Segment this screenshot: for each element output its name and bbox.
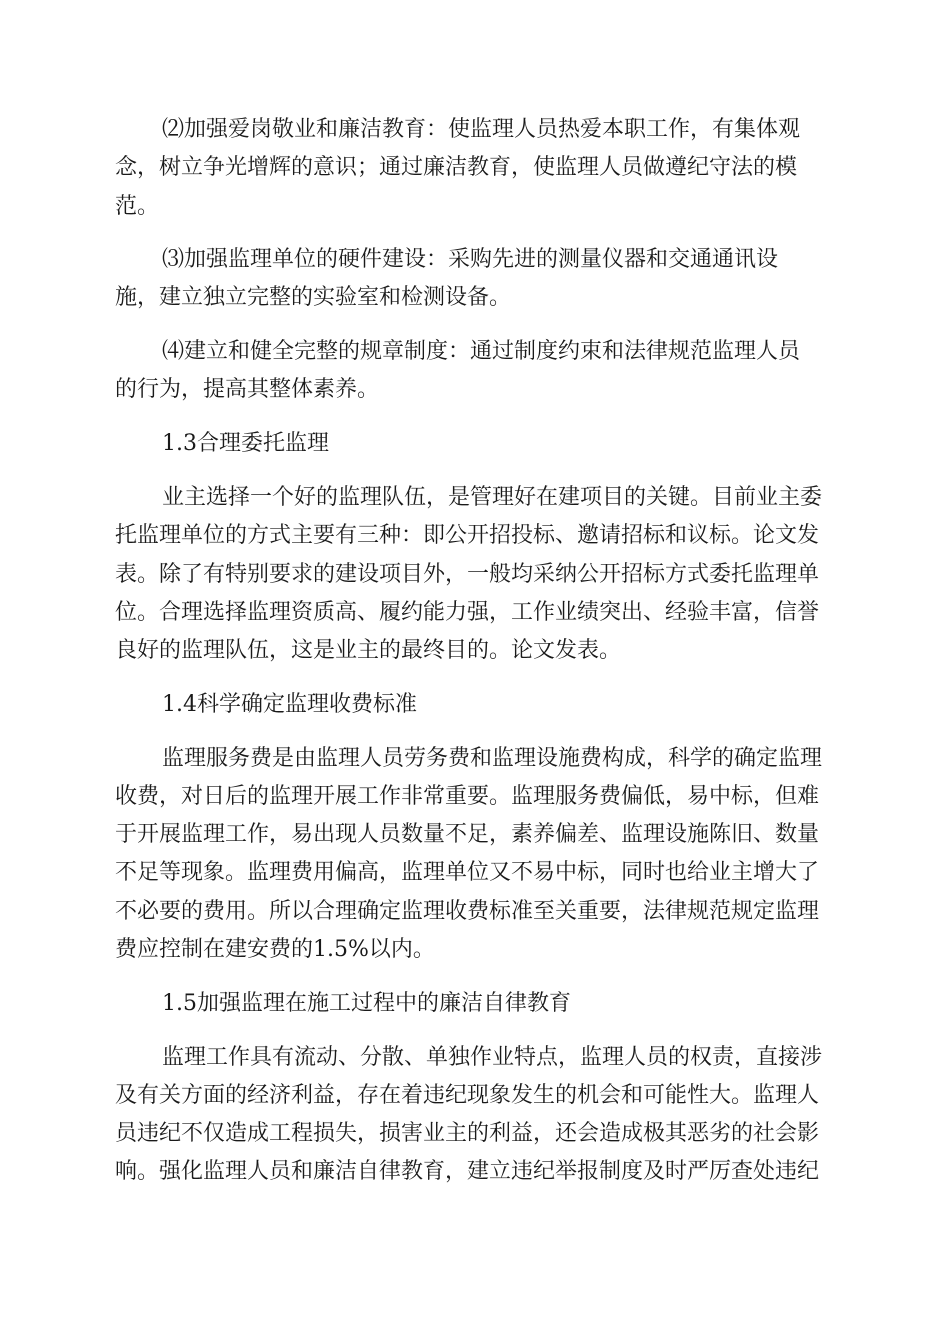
paragraph-line: 收费，对日后的监理开展工作非常重要。监理服务费偏低，易中标，但难 — [115, 784, 820, 809]
paragraph-line: 监理工作具有流动、分散、单独作业特点，监理人员的权责，直接涉 — [162, 1045, 823, 1070]
paragraph-line: 员违纪不仅造成工程损失，损害业主的利益，还会造成极其恶劣的社会影 — [115, 1121, 820, 1146]
section-heading-1-4: 1.4科学确定监理收费标准 — [162, 692, 417, 717]
paragraph-line: 施，建立独立完整的实验室和检测设备。 — [115, 285, 512, 310]
section-heading-1-5: 1.5加强监理在施工过程中的廉洁自律教育 — [162, 991, 571, 1016]
paragraph-line: 业主选择一个好的监理队伍，是管理好在建项目的关键。目前业主委 — [162, 485, 823, 510]
paragraph-line: 监理服务费是由监理人员劳务费和监理设施费构成，科学的确定监理 — [162, 746, 823, 771]
paragraph-line: 不足等现象。监理费用偏高，监理单位又不易中标，同时也给业主增大了 — [115, 860, 820, 885]
paragraph-line: 表。除了有特别要求的建设项目外，一般均采纳公开招标方式委托监理单 — [115, 562, 820, 587]
paragraph-line: 费应控制在建安费的1.5%以内。 — [115, 937, 435, 962]
paragraph-line: 的行为，提高其整体素养。 — [115, 377, 380, 402]
paragraph-line: 及有关方面的经济利益，存在着违纪现象发生的机会和可能性大。监理人 — [115, 1083, 820, 1108]
paragraph-line: ⑷建立和健全完整的规章制度：通过制度约束和法律规范监理人员 — [162, 339, 801, 364]
paragraph-line: ⑵加强爱岗敬业和廉洁教育：使监理人员热爱本职工作，有集体观 — [162, 117, 801, 142]
paragraph-line: 良好的监理队伍，这是业主的最终目的。论文发表。 — [115, 638, 622, 663]
paragraph-line: 范。 — [115, 194, 160, 219]
paragraph-line: ⑶加强监理单位的硬件建设：采购先进的测量仪器和交通通讯设 — [162, 247, 779, 272]
section-heading-1-3: 1.3合理委托监理 — [162, 431, 329, 456]
paragraph-line: 响。强化监理人员和廉洁自律教育，建立违纪举报制度及时严厉查处违纪 — [115, 1159, 820, 1184]
paragraph-line: 位。合理选择监理资质高、履约能力强，工作业绩突出、经验丰富，信誉 — [115, 600, 820, 625]
paragraph-line: 念，树立争光增辉的意识；通过廉洁教育，使监理人员做遵纪守法的模 — [115, 155, 798, 180]
paragraph-line: 于开展监理工作，易出现人员数量不足，素养偏差、监理设施陈旧、数量 — [115, 822, 820, 847]
paragraph-line: 不必要的费用。所以合理确定监理收费标准至关重要，法律规范规定监理 — [115, 899, 820, 924]
paragraph-line: 托监理单位的方式主要有三种：即公开招投标、邀请招标和议标。论文发 — [115, 523, 820, 548]
